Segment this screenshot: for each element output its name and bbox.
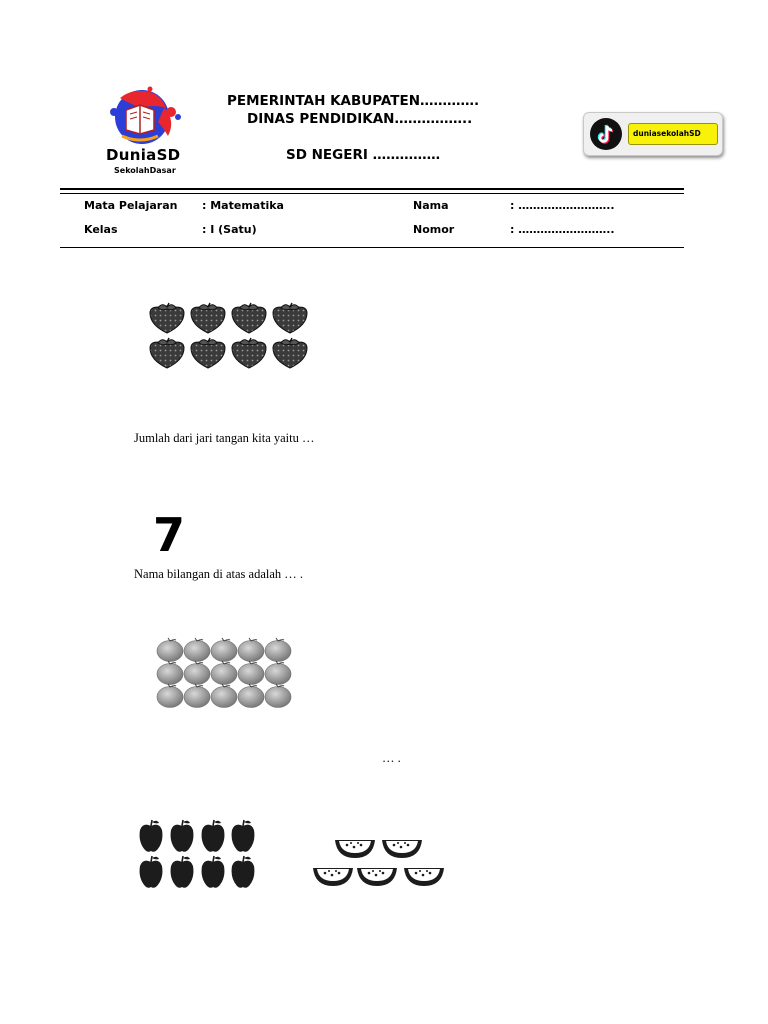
name-field[interactable]: : …………………….. <box>510 199 615 212</box>
number-label: Nomor <box>413 223 455 236</box>
orange-icon <box>157 684 183 708</box>
logo-name: DuniaSD <box>106 146 181 164</box>
apple-icon <box>140 856 163 888</box>
name-label: Nama <box>413 199 449 212</box>
duniasd-logo <box>92 86 190 180</box>
strawberry-icon <box>273 338 307 368</box>
orange-icon <box>157 638 183 662</box>
strawberry-icon <box>273 303 307 333</box>
question-fingers: Jumlah dari jari tangan kita yaitu … <box>134 431 315 445</box>
orange-icon <box>238 638 264 662</box>
tiktok-handle-box <box>628 123 718 145</box>
apple-icon <box>202 820 225 852</box>
strawberry-group <box>146 300 316 376</box>
big-number: 7 <box>153 508 186 562</box>
apple-group <box>137 817 259 893</box>
orange-icon <box>238 684 264 708</box>
class-label: Kelas <box>84 223 118 236</box>
watermelon-icon <box>313 868 353 886</box>
header-line-kabupaten: PEMERINTAH KABUPATEN…………. <box>227 93 480 109</box>
apple-icon <box>171 820 194 852</box>
watermelon-icon <box>357 868 397 886</box>
orange-icon <box>265 661 291 685</box>
apple-icon <box>202 856 225 888</box>
orange-icon <box>184 638 210 662</box>
tiktok-icon <box>590 118 622 150</box>
strawberry-icon <box>191 303 225 333</box>
apple-icon <box>140 820 163 852</box>
subject-label: Mata Pelajaran <box>84 199 178 212</box>
strawberry-icon <box>150 338 184 368</box>
orange-icon <box>238 661 264 685</box>
subject-value: : Matematika <box>202 199 284 212</box>
orange-icon <box>211 684 237 708</box>
class-value: : I (Satu) <box>202 223 257 236</box>
logo-tagline: SekolahDasar <box>114 166 176 175</box>
strawberry-icon <box>191 338 225 368</box>
strawberry-icon <box>150 303 184 333</box>
number-field[interactable]: : …………………….. <box>510 223 615 236</box>
apple-icon <box>232 820 255 852</box>
book-logo-icon <box>92 86 190 148</box>
header-line-sd-negeri: SD NEGERI …………… <box>286 147 441 163</box>
orange-icon <box>211 661 237 685</box>
info-divider <box>60 247 684 248</box>
watermelon-icon <box>335 840 375 858</box>
orange-icon <box>184 661 210 685</box>
question-number-name: Nama bilangan di atas adalah … . <box>134 567 304 581</box>
strawberry-icon <box>232 338 266 368</box>
watermelon-icon <box>404 868 444 886</box>
orange-group <box>156 636 296 708</box>
strawberry-icon <box>232 303 266 333</box>
watermelon-icon <box>382 840 422 858</box>
apple-icon <box>171 856 194 888</box>
header-divider-thin <box>60 193 684 194</box>
tiktok-badge[interactable] <box>583 112 723 156</box>
header-line-dinas: DINAS PENDIDIKAN…………….. <box>247 111 473 127</box>
orange-icon <box>265 638 291 662</box>
answer-blank: … . <box>382 751 401 765</box>
watermelon-group <box>310 836 448 892</box>
orange-icon <box>265 684 291 708</box>
header-divider-thick <box>60 188 684 190</box>
tiktok-handle: duniasekolahSD <box>633 129 701 138</box>
apple-icon <box>232 856 255 888</box>
orange-icon <box>211 638 237 662</box>
orange-icon <box>157 661 183 685</box>
orange-icon <box>184 684 210 708</box>
